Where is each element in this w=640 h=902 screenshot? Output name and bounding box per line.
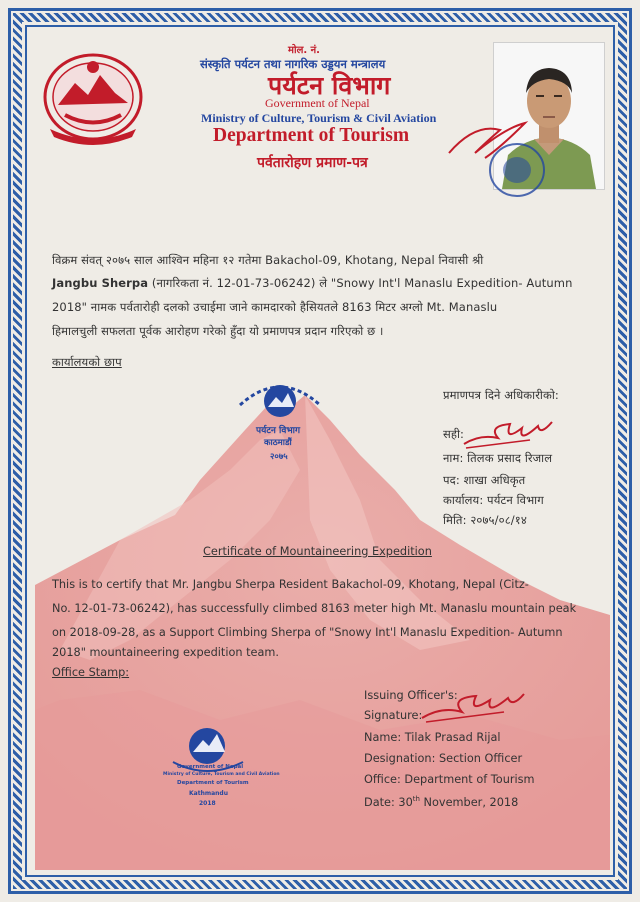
certificate-heading-english: Certificate of Mountaineering Expedition — [203, 545, 432, 558]
photo-signature-and-stamp — [445, 108, 545, 218]
department-stamp-top — [234, 375, 326, 475]
officer-signature-nepali — [460, 414, 555, 454]
government-english: Government of Nepal — [265, 96, 370, 110]
department-nepali: पर्यटन विभाग — [268, 71, 391, 100]
stamp-top-year: २०७५ — [270, 452, 288, 462]
officer-designation: Designation: Section Officer — [364, 752, 523, 765]
nepali-line-2: (नागरिकता नं. 12-01-73-06242) ले "Snowy Int'l Manaslu Expedition- Autumn — [148, 276, 573, 290]
stamp-top-text: पर्यटन विभाग — [256, 426, 301, 436]
nepali-line-4: हिमालचुली सफलता पूर्वक आरोहण गरेको हुँदा यो प्रमाणपत्र प्रदान गरिएको छ । — [52, 324, 384, 338]
officer-office-nepali: कार्यालय: पर्यटन विभाग — [443, 493, 544, 507]
nepal-emblem-icon — [40, 45, 146, 145]
english-line-3: on 2018-09-28, as a Support Climbing Sherpa of "Snowy Int'l Manaslu Expedition- Autumn — [52, 626, 563, 639]
english-line-1: This is to certify that Mr. Jangbu Sherpa Resident Bakachol-09, Khotang, Nepal (Citz- — [52, 578, 529, 591]
climber-name-nepali-section: Jangbu Sherpa — [52, 276, 149, 290]
ministry-nepali: संस्कृति पर्यटन तथा नागरिक उड्डयन मन्त्रालय — [200, 57, 386, 71]
officer-name: Name: Tilak Prasad Rijal — [364, 731, 501, 744]
officer-title-nepali: प्रमाणपत्र दिने अधिकारीको: — [443, 388, 559, 402]
stamp-top-sub: काठमाडौं — [264, 438, 292, 448]
certificate-title-nepali: पर्वतारोहण प्रमाण-पत्र — [257, 155, 368, 171]
nepali-line-3: 2018" नामक पर्वतारोही दलको उचाईमा जाने कामदारको हैसियतले 8163 मिटर अग्लो Mt. Manaslu — [52, 300, 498, 314]
department-stamp-bottom — [163, 722, 280, 822]
stamp-bottom-year: 2018 — [199, 800, 216, 807]
english-line-2: No. 12-01-73-06242), has successfully climbed 8163 meter high Mt. Manaslu mountain peak — [52, 602, 577, 615]
officer-office: Office: Department of Tourism — [364, 773, 535, 786]
stamp-bottom-line1: Government of Nepal — [177, 764, 244, 770]
signature-label-nepali: सही: — [443, 427, 465, 441]
stamp-bottom-line2: Ministry of Culture, Tourism and Civil Aviation — [163, 772, 280, 777]
officer-date-nepali: मिति: २०७५/०८/१४ — [443, 513, 527, 527]
office-stamp-label-nepali: कार्यालयको छाप — [52, 355, 122, 369]
stamp-bottom-city: Kathmandu — [189, 790, 228, 797]
nepali-line-1: विक्रम संवत् २०७५ साल आश्विन महिना १२ गतेमा Bakachol-09, Khotang, Nepal निवासी श्री — [52, 253, 484, 267]
officer-name-nepali: नाम: तिलक प्रसाद रिजाल — [443, 451, 553, 465]
ministry-english: Ministry of Culture, Tourism & Civil Aviation — [201, 111, 437, 125]
issuing-officer-title: Issuing Officer's: — [364, 689, 458, 702]
department-english: Department of Tourism — [213, 125, 410, 146]
stamp-bottom-line3: Department of Tourism — [177, 780, 249, 786]
office-stamp-label: Office Stamp: — [52, 666, 130, 679]
english-line-4: 2018" mountaineering expedition team. — [52, 646, 280, 659]
officer-post-nepali: पद: शाखा अधिकृत — [443, 473, 526, 487]
issue-date: Date: 30th November, 2018 — [364, 795, 519, 809]
officer-signature — [418, 684, 528, 728]
reference-tag: मोल. नं. — [288, 45, 320, 56]
signature-label: Signature: — [364, 709, 423, 722]
